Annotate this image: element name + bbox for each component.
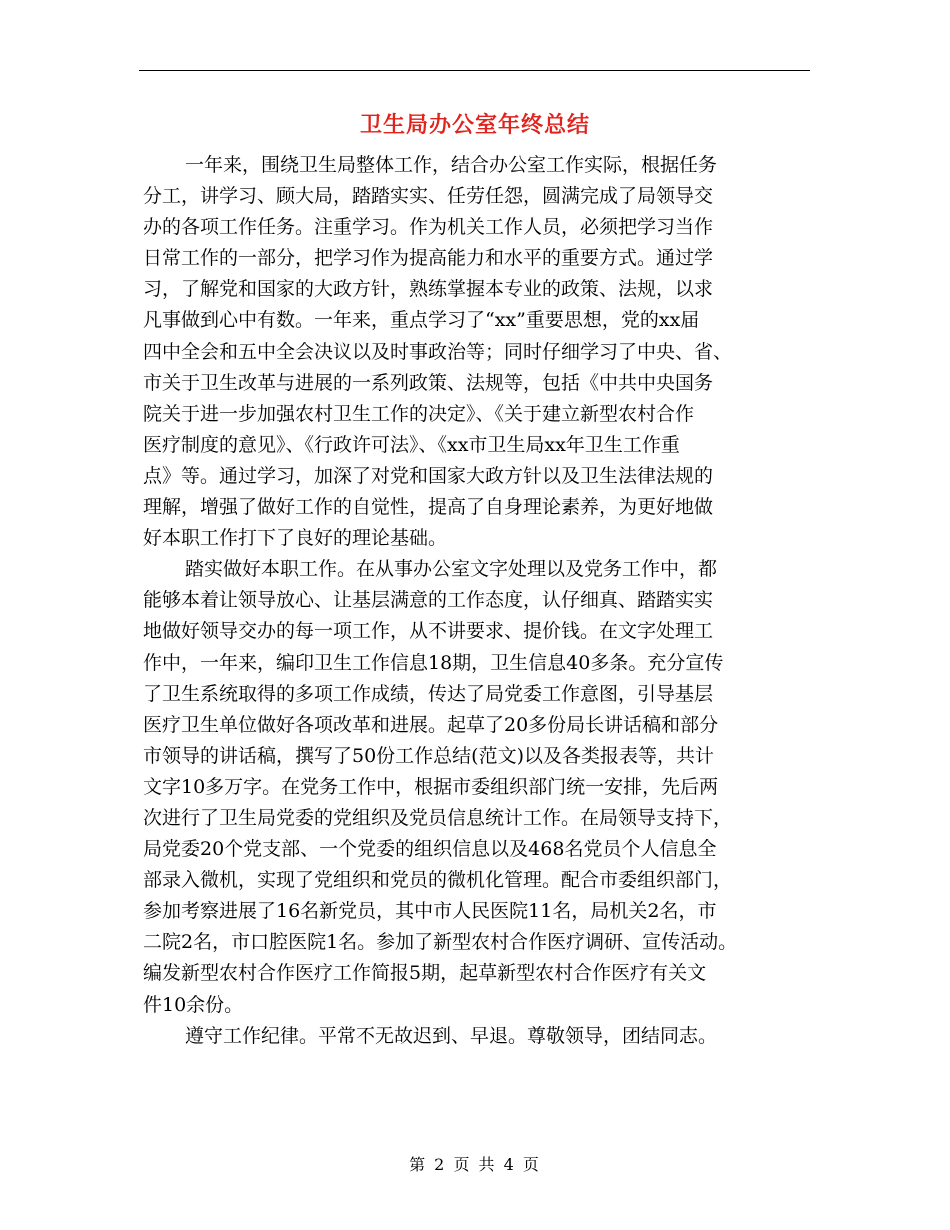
paragraph-line: 医疗卫生单位做好各项改革和进展。起草了20多份局长讲话稿和部分	[143, 713, 719, 736]
paragraph-line: 地做好领导交办的每一项工作，从不讲要求、提价钱。在文字处理工	[143, 620, 714, 643]
paragraph-line: 四中全会和五中全会决议以及时事政治等；同时仔细学习了中央、省、	[143, 340, 733, 363]
paragraph-line: 遵守工作纪律。平常不无故迟到、早退。尊敬领导，团结同志。	[185, 1024, 718, 1047]
paragraph-line: 件10余份。	[143, 993, 244, 1016]
paragraph-line: 二院2名，市口腔医院1名。参加了新型农村合作医疗调研、宣传活动。	[143, 931, 738, 954]
paragraph-line: 办的各项工作任务。注重学习。作为机关工作人员，必须把学习当作	[143, 216, 714, 239]
paragraph-line: 编发新型农村合作医疗工作简报5期，起草新型农村合作医疗有关文	[143, 962, 707, 985]
paragraph-line: 理解，增强了做好工作的自觉性，提高了自身理论素养，为更好地做	[143, 496, 714, 519]
paragraph-line: 日常工作的一部分，把学习作为提高能力和水平的重要方式。通过学	[143, 247, 714, 270]
paragraph-line: 凡事做到心中有数。一年来，重点学习了“xx”重要思想，党的xx届	[143, 309, 700, 332]
header-rule	[139, 70, 810, 71]
paragraph-line: 文字10多万字。在党务工作中，根据市委组织部门统一安排，先后两	[143, 775, 719, 798]
paragraph-line: 市领导的讲话稿，撰写了50份工作总结(范文)以及各类报表等，共计	[143, 744, 715, 767]
paragraph-line: 分工，讲学习、顾大局，踏踏实实、任劳任怨，圆满完成了局领导交	[143, 185, 714, 208]
paragraph-line: 好本职工作打下了良好的理论基础。	[143, 527, 448, 550]
paragraph-line: 能够本着让领导放心、让基层满意的工作态度，认仔细真、踏踏实实	[143, 589, 714, 612]
paragraph-line: 部录入微机，实现了党组织和党员的微机化管理。配合市委组织部门，	[143, 869, 733, 892]
paragraph-line: 踏实做好本职工作。在从事办公室文字处理以及党务工作中，都	[185, 558, 718, 581]
paragraph-line: 市关于卫生改革与进展的一系列政策、法规等，包括《中共中央国务	[143, 371, 714, 394]
document-title: 卫生局办公室年终总结	[359, 112, 590, 138]
paragraph-line: 医疗制度的意见》、《行政许可法》、《xx市卫生局xx年卫生工作重	[143, 433, 680, 456]
paragraph-line: 参加考察进展了16名新党员，其中市人民医院11名，局机关2名，市	[143, 900, 717, 923]
paragraph-line: 习，了解党和国家的大政方针，熟练掌握本专业的政策、法规，以求	[143, 278, 714, 301]
paragraph-line: 一年来，围绕卫生局整体工作，结合办公室工作实际，根据任务	[185, 154, 718, 176]
paragraph-line: 作中，一年来，编印卫生工作信息18期，卫生信息40多条。充分宣传	[143, 651, 724, 674]
document-body	[143, 150, 843, 1052]
paragraph-line: 局党委20个党支部、一个党委的组织信息以及468名党员个人信息全	[143, 838, 717, 861]
paragraph-line: 次进行了卫生局党委的党组织及党员信息统计工作。在局领导支持下，	[143, 806, 733, 829]
paragraph-line: 点》等。通过学习，加深了对党和国家大政方针以及卫生法律法规的	[143, 464, 714, 487]
paragraph-line: 了卫生系统取得的多项工作成绩，传达了局党委工作意图，引导基层	[143, 682, 714, 705]
page-footer: 第 2 页 共 4 页	[409, 1155, 541, 1174]
paragraph-line: 院关于进一步加强农村卫生工作的决定》、《关于建立新型农村合作	[143, 402, 695, 425]
